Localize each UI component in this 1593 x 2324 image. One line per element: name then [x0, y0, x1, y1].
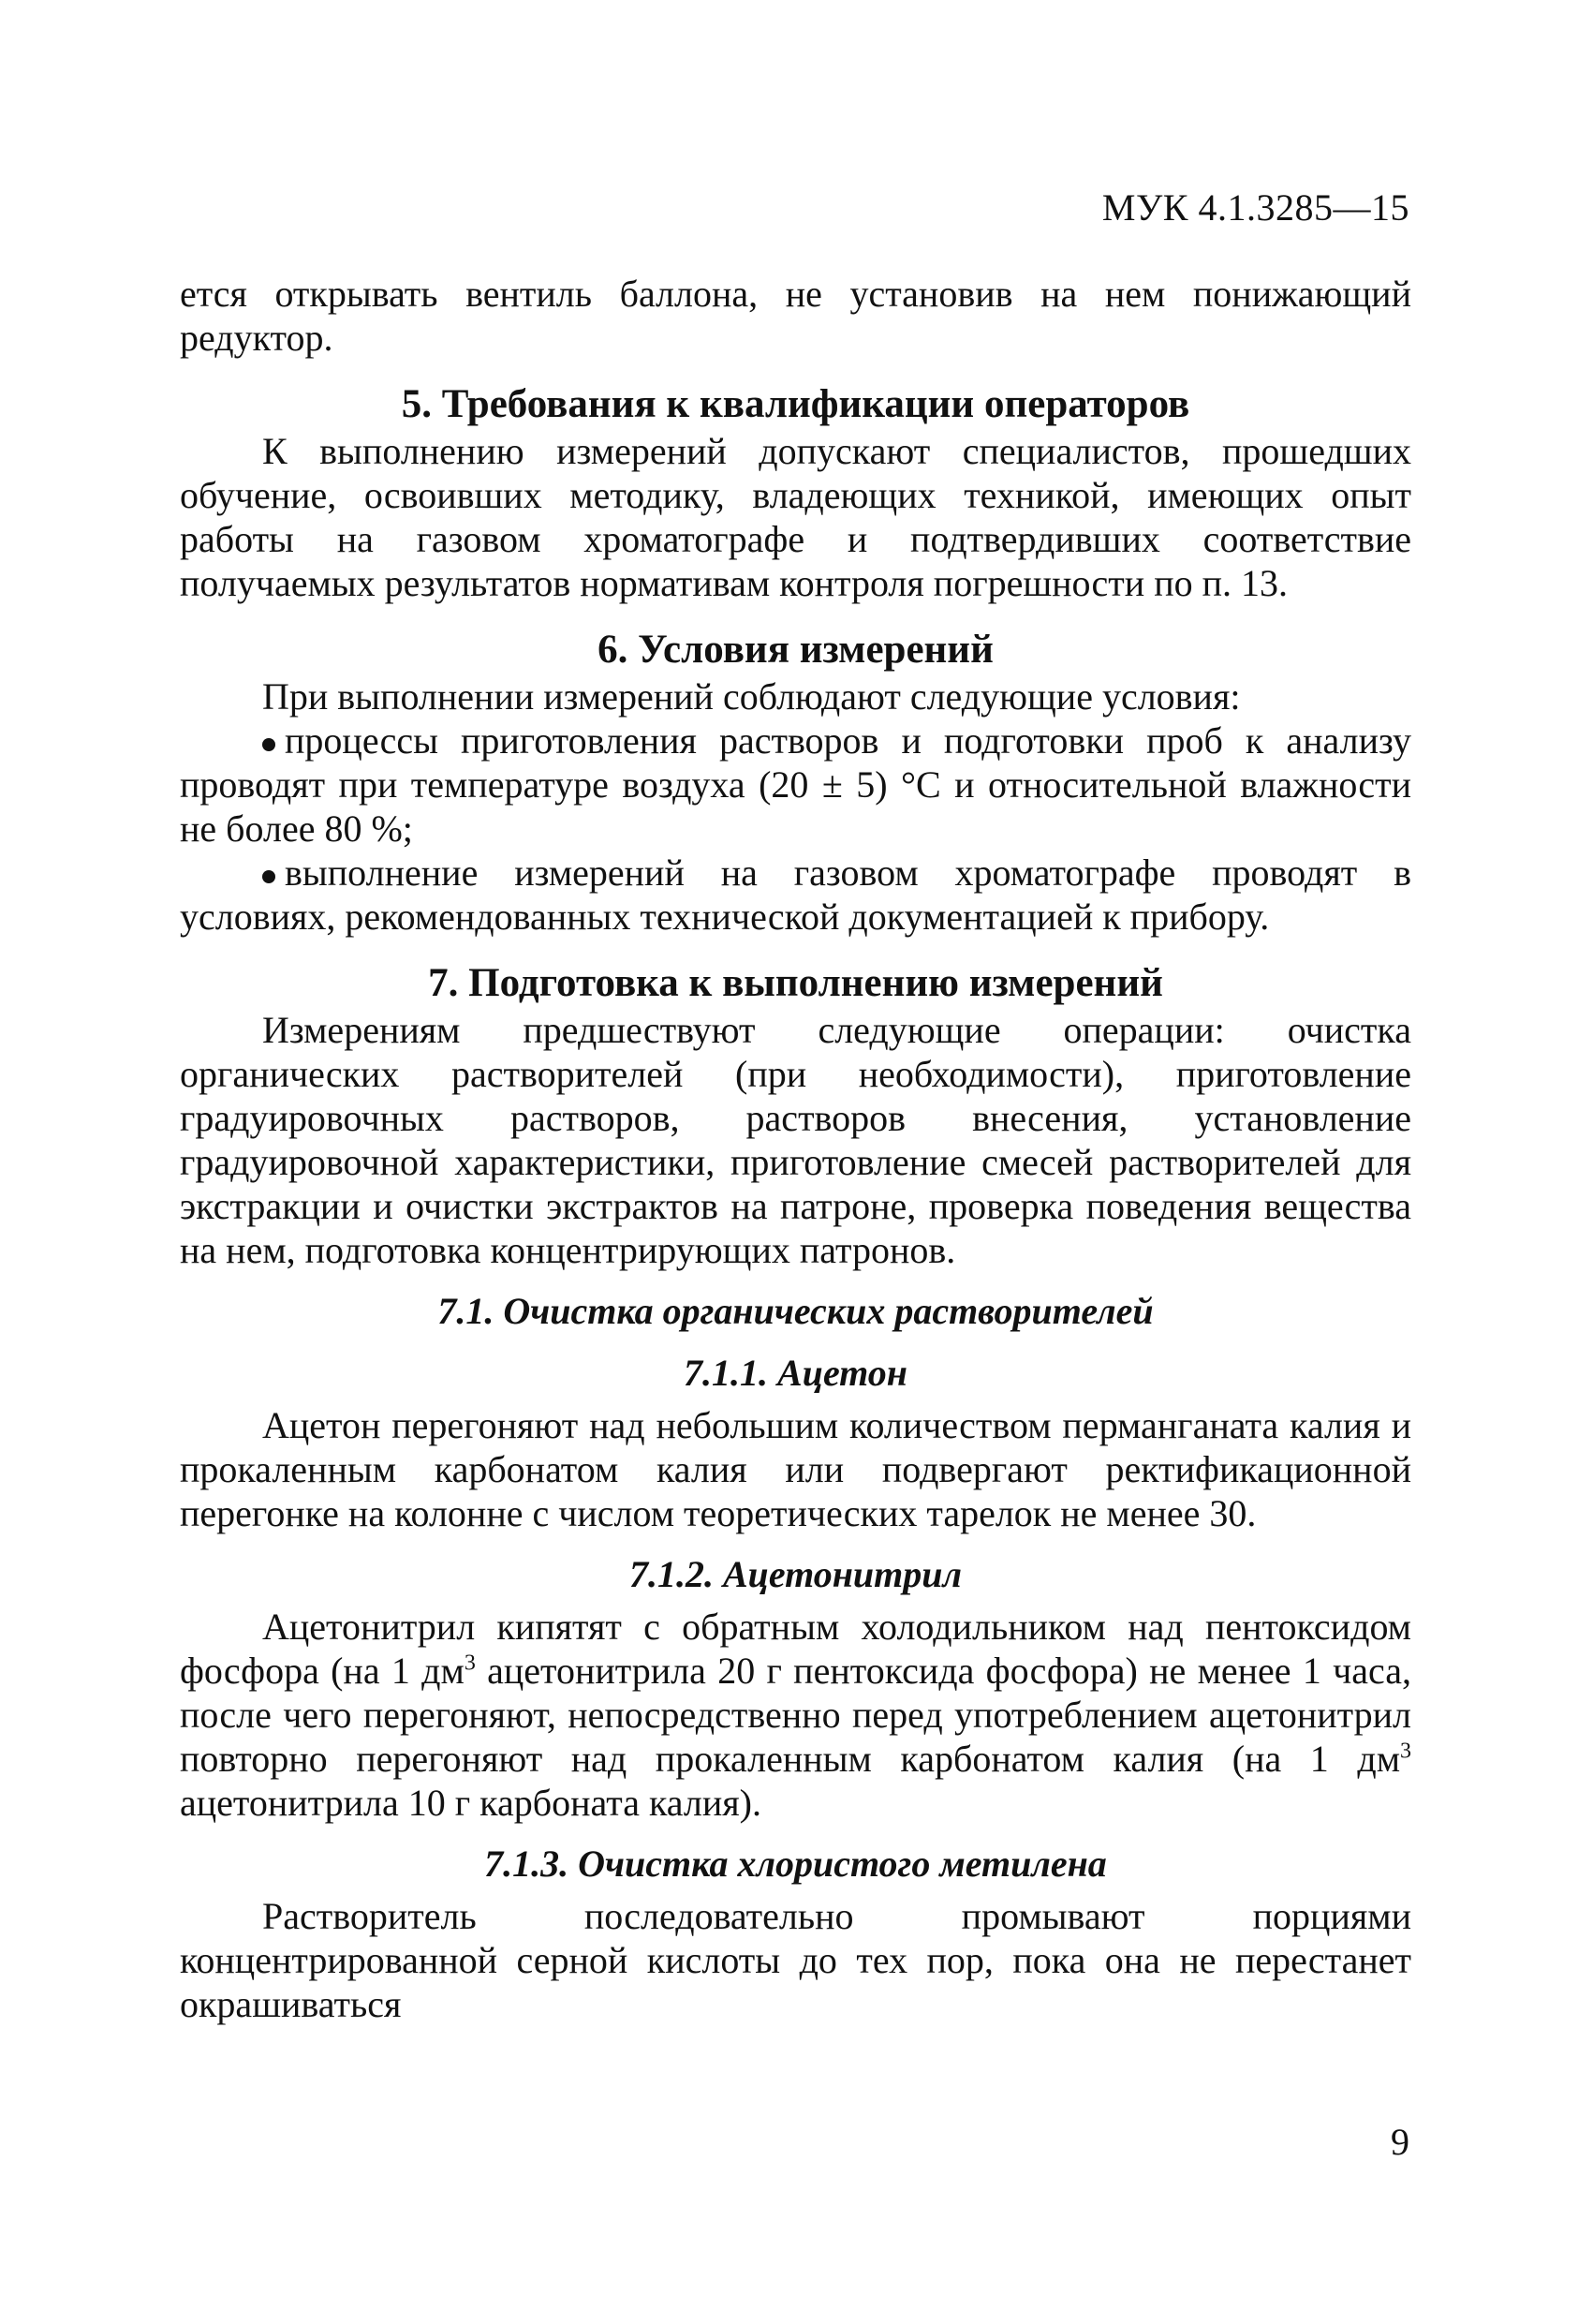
- section-5-heading: 5. Требования к квалификации операторов: [401, 382, 1190, 426]
- section-7-1-1-paragraph: Ацетон перегоняют над небольшим количеством перманганата калия и прокаленным карбонатом калия или подвергают ректификационной перегонке на колонне с числом теоретических тарелок не менее 30.: [180, 1404, 1411, 1534]
- document-code: МУК 4.1.3285—15: [1101, 186, 1409, 229]
- section-6-bullet-1: [180, 718, 1411, 851]
- section-7-1-3-heading: 7.1.3. Очистка хлористого метилена: [484, 1843, 1107, 1885]
- section-7-1-heading: 7.1. Очистка органических растворителей: [437, 1290, 1154, 1332]
- bullet-dot-icon: [262, 738, 275, 751]
- section-6-heading: 6. Условия измерений: [597, 628, 994, 672]
- section-7-1-3-paragraph: Растворитель последовательно промывают порциями концентрированной серной кислоты до тех пор, пока она не перестанет окрашиваться: [180, 1895, 1411, 2025]
- superscript: 3: [464, 1650, 476, 1676]
- section-5-paragraph: К выполнению измерений допускают специалистов, прошедших обучение, освоивших методику, владеющих техникой, имеющих опыт работы на газовом хроматографе и подтвердивших соответствие получаемых результатов нормативам контроля погрешности по п. 13.: [180, 430, 1411, 604]
- superscript: 3: [1400, 1739, 1411, 1764]
- section-7-1-2-paragraph: [180, 1605, 1411, 1825]
- paragraph-text-part: Ацетонитрил кипятят с обратным холодильником над пентоксидом фосфора (на 1 дм: [180, 1606, 1411, 1692]
- paragraph-text-part: ацетонитрила 10 г карбоната калия).: [180, 1782, 761, 1824]
- bullet-text: процессы приготовления растворов и подготовки проб к анализу проводят при температуре воздуха (20 ± 5) °С и относительной влажности не более 80 %;: [180, 719, 1411, 850]
- page-content: [180, 272, 1411, 2026]
- section-6-lead: При выполнении измерений соблюдают следующие условия:: [262, 675, 1241, 718]
- paragraph-text-part: ацетонитрила 20 г пентоксида фосфора) не менее 1 часа, после чего перегоняют, непосредственно перед употреблением ацетонитрил повторно перегоняют над прокаленным карбонатом калия (на 1 дм: [180, 1650, 1411, 1780]
- bullet-dot-icon: [262, 870, 275, 883]
- section-7-1-1-heading: 7.1.1. Ацетон: [684, 1352, 907, 1394]
- section-6-bullet-2: [180, 851, 1411, 939]
- intro-paragraph: ется открывать вентиль баллона, не установив на нем понижающий редуктор.: [180, 273, 1411, 359]
- section-7-heading: 7. Подготовка к выполнению измерений: [428, 961, 1163, 1005]
- section-7-paragraph: Измерениям предшествуют следующие операции: очистка органических растворителей (при необходимости), приготовление градуировочных растворов, растворов внесения, установление градуировочной характеристики, приготовление смесей растворителей для экстракции и очистки экстрактов на патроне, проверка поведения вещества на нем, подготовка концентрирующих патронов.: [180, 1009, 1411, 1271]
- section-7-1-2-heading: 7.1.2. Ацетонитрил: [628, 1553, 963, 1595]
- bullet-text: выполнение измерений на газовом хроматографе проводят в условиях, рекомендованных технической документацией к прибору.: [180, 851, 1411, 938]
- page-number: 9: [1391, 2121, 1409, 2163]
